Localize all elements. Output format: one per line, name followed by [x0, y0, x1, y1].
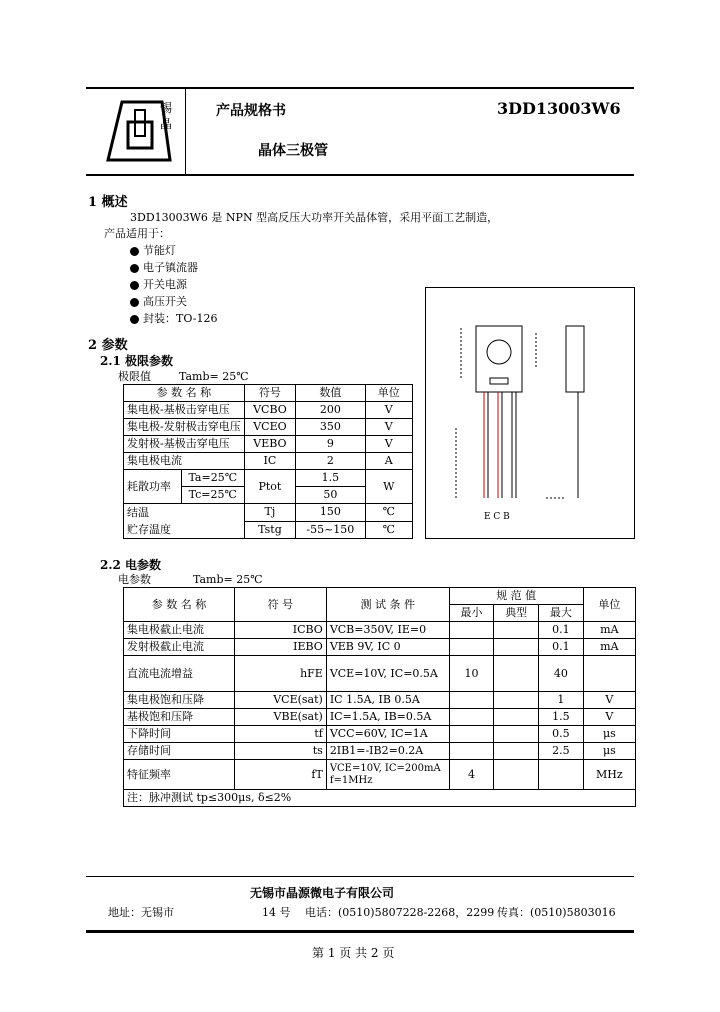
table-cell: Ta=25℃ [181, 470, 244, 487]
table-cell [449, 692, 494, 709]
table-cell [449, 622, 494, 639]
section1-number: 1 [88, 195, 98, 210]
company-vertical-text: 锡 晶 [160, 101, 173, 131]
table-cell: 单位 [583, 588, 635, 622]
doc-type-sub: 晶体三极管 [258, 143, 328, 159]
header-unit: 单位 [365, 385, 412, 402]
table-cell: 1.5 [539, 709, 584, 726]
table-cell: ts [235, 743, 327, 760]
table-cell: 集电极-发射极击穿电压 [124, 419, 245, 436]
absolute-max-table [123, 384, 413, 539]
section1-heading [88, 191, 128, 210]
table-cell: 直流电流增益 [124, 656, 235, 692]
table-cell: 存储时间 [124, 743, 235, 760]
table-cell: IEBO [235, 639, 327, 656]
table-cell: 下降时间 [124, 726, 235, 743]
table-row [124, 504, 413, 522]
table-cell [449, 639, 494, 656]
table-row [124, 743, 636, 760]
table-cell: -55~150 [296, 521, 365, 539]
table-cell: μs [583, 726, 635, 743]
table-cell: 集电极-基极击穿电压 [124, 402, 245, 419]
footer-address: 地址：无锡市 [108, 906, 174, 919]
table-cell [539, 760, 584, 790]
table-cell: Tstg [244, 521, 295, 539]
table-cell: ℃ [365, 521, 412, 539]
section2-title: 参数 [101, 338, 128, 353]
footer-rule-top [86, 876, 634, 877]
table-cell: VCE=10V, IC=200mA f=1MHz [326, 760, 449, 790]
table-cell: 发射极-基极击穿电压 [124, 436, 245, 453]
table-cell: 特征频率 [124, 760, 235, 790]
table-cell [494, 726, 539, 743]
table-cell: 10 [449, 656, 494, 692]
table-row [124, 419, 413, 436]
table-cell: 结温 贮存温度 [124, 504, 245, 539]
bullet-item: 高压开关 [130, 293, 217, 310]
table-cell: 最小 [449, 605, 494, 622]
table-cell: 最大 [539, 605, 584, 622]
subsection-2-1: 2.1 极限参数 [100, 354, 174, 368]
bullet-item: 封装：TO-126 [130, 310, 217, 327]
table-row [124, 622, 636, 639]
table-cell: 0.5 [539, 726, 584, 743]
table-cell: 集电极饱和压降 [124, 692, 235, 709]
electrical-table [123, 587, 636, 807]
package-drawing [425, 287, 635, 539]
table-cell: 基极饱和压降 [124, 709, 235, 726]
section1-desc-line2: 产品适用于： [104, 227, 170, 240]
bullet-item: 电子镇流器 [130, 259, 217, 276]
table-cell: mA [583, 622, 635, 639]
table-cell: 2.5 [539, 743, 584, 760]
table-cell: 集电极电流 [124, 453, 245, 470]
table-cell: A [365, 453, 412, 470]
table-cell: Ptot [244, 470, 295, 504]
pin-labels: E C B [484, 512, 510, 522]
table-cell: 耗散功率 [124, 470, 182, 504]
table-cell: IC=1.5A, IB=0.5A [326, 709, 449, 726]
table-note-row [124, 790, 636, 807]
part-number: 3DD13003W6 [497, 99, 621, 118]
table-cell: VCC=60V, IC=1A [326, 726, 449, 743]
table-cell: 200 [296, 402, 365, 419]
table-cell: μs [583, 743, 635, 760]
table-cell: VCBO [244, 402, 295, 419]
table-cell: Tc=25℃ [181, 487, 244, 504]
table-cell [583, 656, 635, 692]
table-cell [449, 726, 494, 743]
table-cell: Tj [244, 504, 295, 522]
table-cell: fT [235, 760, 327, 790]
table-cell: ℃ [365, 504, 412, 522]
table-cell [494, 709, 539, 726]
footer-fax: 传真：(0510)5803016 [497, 906, 616, 919]
table-cell: V [583, 692, 635, 709]
table-cell: 集电极截止电流 [124, 622, 235, 639]
table-row [124, 436, 413, 453]
table-cell: 测 试 条 件 [326, 588, 449, 622]
table-row [124, 470, 413, 487]
table-cell [449, 743, 494, 760]
table-row [124, 656, 636, 692]
table-cell: 参 数 名 称 [124, 588, 235, 622]
header-param: 参 数 名 称 [124, 385, 245, 402]
table-cell: 0.1 [539, 622, 584, 639]
section1-desc-line1: 3DD13003W6 是 NPN 型高反压大功率开关晶体管，采用平面工艺制造， [130, 211, 499, 224]
table-header-row [124, 588, 636, 605]
section2-number: 2 [88, 338, 98, 353]
table-row [124, 726, 636, 743]
table-cell: 4 [449, 760, 494, 790]
table-cell: 2IB1=-IB2=0.2A [326, 743, 449, 760]
table-cell: MHz [583, 760, 635, 790]
footer-rule-bottom [86, 930, 634, 933]
table-cell: 40 [539, 656, 584, 692]
table-row [124, 639, 636, 656]
table-cell: W [365, 470, 412, 504]
abs-condition: 极限值 Tamb= 25℃ [118, 370, 249, 383]
table-cell [494, 760, 539, 790]
table-cell [449, 709, 494, 726]
footer-company: 无锡市晶源微电子有限公司 [250, 886, 395, 900]
section1-title: 概述 [101, 195, 128, 210]
bullet-list [130, 242, 217, 327]
table-row [124, 692, 636, 709]
table-cell [494, 692, 539, 709]
table-row [124, 402, 413, 419]
header-symbol: 符号 [244, 385, 295, 402]
footer-address-no: 14 号 [262, 906, 291, 919]
table-cell [494, 622, 539, 639]
table-cell: mA [583, 639, 635, 656]
doc-type: 产品规格书 [216, 103, 286, 119]
table-cell: 注：脉冲测试 tp≤300μs, δ≤2% [124, 790, 636, 807]
table-cell: ICBO [235, 622, 327, 639]
table-cell [494, 656, 539, 692]
table-cell: 2 [296, 453, 365, 470]
logo-divider [185, 88, 186, 174]
header-rule-top [86, 87, 634, 89]
table-cell: 1.5 [296, 470, 365, 487]
table-cell: 9 [296, 436, 365, 453]
bullet-item: 节能灯 [130, 242, 217, 259]
table-cell: VEB 9V, IC 0 [326, 639, 449, 656]
table-cell: 0.1 [539, 639, 584, 656]
table-cell: VEBO [244, 436, 295, 453]
table-row [124, 760, 636, 790]
elec-condition: 电参数 Tamb= 25℃ [118, 573, 263, 586]
table-cell: hFE [235, 656, 327, 692]
table-cell: VCEO [244, 419, 295, 436]
table-cell: 350 [296, 419, 365, 436]
table-row [124, 709, 636, 726]
table-cell: V [365, 419, 412, 436]
header-value: 数值 [296, 385, 365, 402]
table-cell: VCB=350V, IE=0 [326, 622, 449, 639]
table-cell: 规 范 值 [449, 588, 583, 605]
header-rule-bottom [86, 174, 634, 176]
table-cell: tf [235, 726, 327, 743]
table-cell: IC [244, 453, 295, 470]
table-header-row [124, 385, 413, 402]
table-cell: 发射极截止电流 [124, 639, 235, 656]
table-cell: V [583, 709, 635, 726]
table-cell: 符 号 [235, 588, 327, 622]
table-cell [494, 639, 539, 656]
table-cell: V [365, 402, 412, 419]
table-row [124, 453, 413, 470]
table-cell: VCE=10V, IC=0.5A [326, 656, 449, 692]
subsection-2-2: 2.2 电参数 [100, 558, 162, 572]
bullet-item: 开关电源 [130, 276, 217, 293]
table-cell: 1 [539, 692, 584, 709]
table-cell: V [365, 436, 412, 453]
table-cell [494, 743, 539, 760]
table-cell: VCE(sat) [235, 692, 327, 709]
table-cell: VBE(sat) [235, 709, 327, 726]
footer-tel: 电话：(0510)5807228-2268，2299 [305, 906, 495, 919]
section2-heading [88, 334, 128, 353]
table-cell: 50 [296, 487, 365, 504]
table-cell: 150 [296, 504, 365, 522]
table-cell: IC 1.5A, IB 0.5A [326, 692, 449, 709]
page-number: 第 1 页 共 2 页 [312, 946, 395, 960]
table-cell: 典型 [494, 605, 539, 622]
